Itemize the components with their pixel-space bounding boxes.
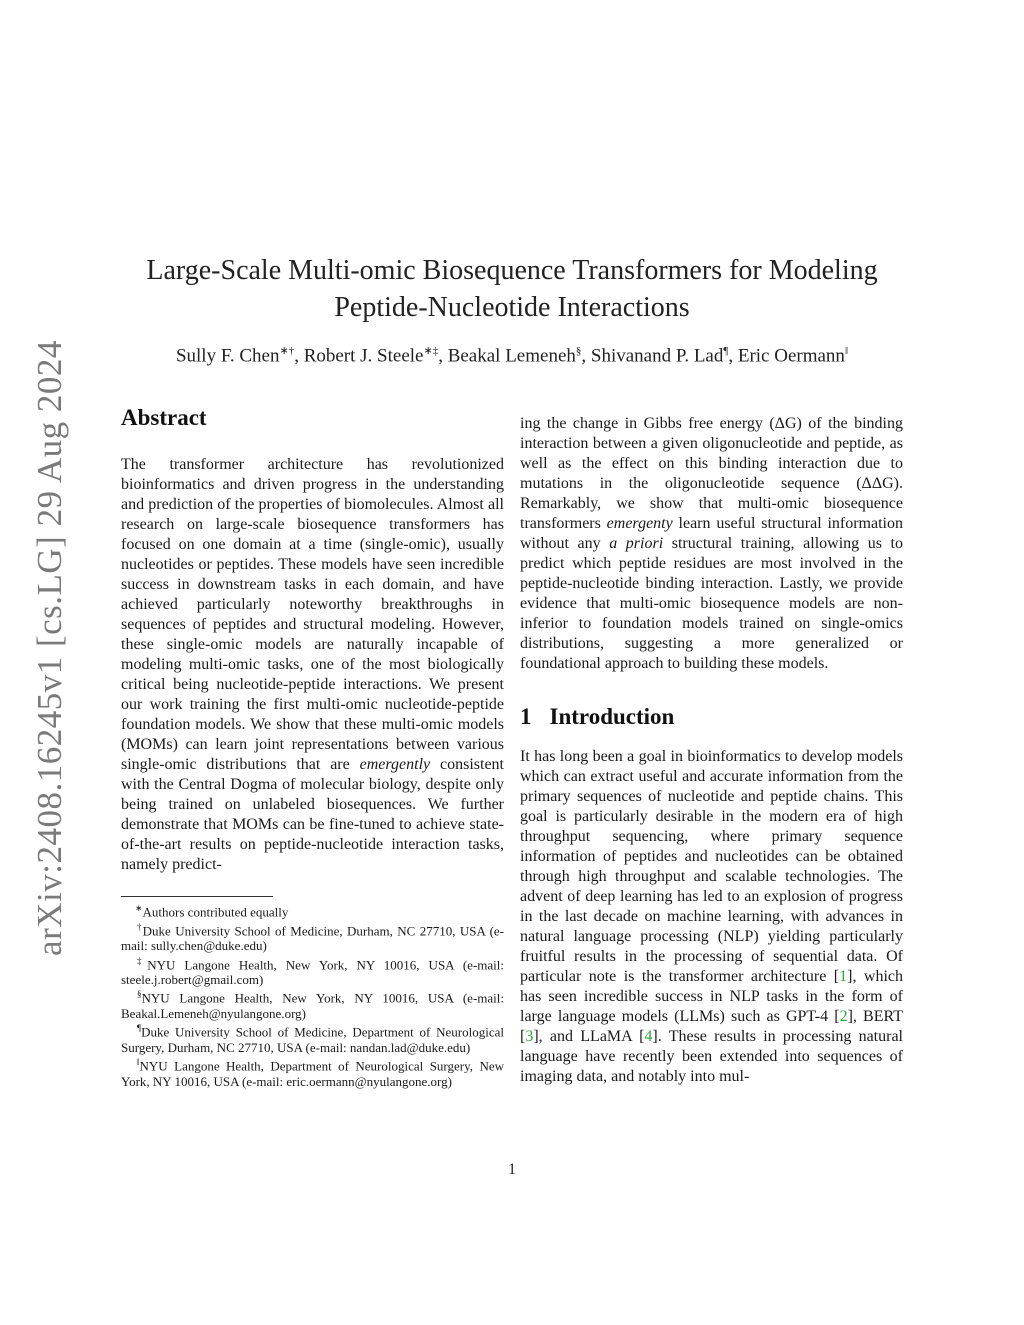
section-heading-introduction	[520, 704, 903, 729]
section-title: Introduction	[549, 704, 675, 729]
footnote-text: NYU Langone Health, New York, NY 10016, USA (e-mail: steele.j.robert@gmail.com)	[121, 956, 504, 988]
footnote	[121, 1021, 504, 1055]
section-number: 1	[520, 704, 532, 729]
footnote-mark: ‡	[137, 955, 148, 966]
abstract-heading: Abstract	[121, 405, 207, 430]
author-marks: ∗†	[279, 345, 295, 357]
footnote-mark: ∗	[135, 903, 143, 913]
arxiv-identifier: arXiv:2408.16245v1 [cs.LG] 29 Aug 2024	[30, 340, 69, 956]
footnote	[121, 954, 504, 988]
citation-link[interactable]: 1	[839, 968, 848, 985]
footnote-mark: ‖	[137, 1057, 140, 1068]
intro-text: ], which has seen incredible success in NLP tasks in the form of large language models (LLMs) such as GPT-4 [	[520, 968, 903, 1025]
emphasis: emergently	[359, 756, 431, 773]
emphasis: a priori	[609, 535, 664, 552]
footnote-text: NYU Langone Health, Department of Neurological Surgery, New York, NY 10016, USA (e-mail: eric.oermann@nyulangone.org)	[121, 1058, 504, 1089]
author-marks: ∗‡	[423, 345, 439, 357]
footnote	[121, 920, 504, 954]
footnote-text: Authors contributed equally	[142, 904, 289, 920]
author-marks: ¶	[723, 345, 729, 357]
footnote-text: Duke University School of Medicine, Durham, NC 27710, USA (e-mail: sully.chen@duke.edu)	[121, 922, 504, 954]
footnote-mark: ¶	[137, 1023, 142, 1034]
abstract-body-left	[121, 455, 504, 875]
title-line-2: Peptide-Nucleotide Interactions	[334, 292, 690, 323]
author-name: Robert J. Steele	[303, 345, 424, 367]
footnote	[121, 1055, 504, 1089]
footnote-mark: §	[137, 989, 142, 1000]
abstract-body-right	[520, 414, 903, 674]
footnote-rule	[121, 896, 273, 897]
footnote-mark: †	[137, 921, 143, 932]
author-name: Shivanand P. Lad	[590, 345, 724, 367]
emphasis: emergenty	[606, 515, 673, 532]
intro-text: It has long been a goal in bioinformatics to develop models which can extract useful and accurate information from the primary sequences of nucleotide and peptide chains. This goal is particularly desirable in the modern era of high throughput sequencing, where primary sequence information of peptides and nucleotides can be obtained through high throughput and scalable technologies. The advent of deep learning has led to an explosion of progress in the last decade on machine learning, with advances in natural language processing (NLP) yielding particularly fruitful results in the processing of sequential data. Of particular note is the transformer architecture [	[520, 748, 903, 985]
author-list: Sully F. Chen∗†, Robert J. Steele∗‡, Beakal Lemeneh§, Shivanand P. Lad¶, Eric Oermann‖	[175, 345, 849, 367]
page-number: 1	[508, 1161, 516, 1178]
paper-title	[112, 252, 912, 326]
citation-link[interactable]: 3	[525, 1028, 534, 1045]
citation-link[interactable]: 2	[839, 1008, 848, 1025]
footnote	[121, 987, 504, 1021]
abstract-paragraph: The transformer architecture has revolutionized bioinformatics and driven progress in the understanding and prediction of the properties of biomolecules. Almost all research on large-scale biosequence transformers has focused on one domain at a time (single-omic), usually nucleotides or peptides. These models have seen incredible success in downstream tasks in each domain, and have achieved particularly noteworthy breakthroughs in sequences of peptides and structural modeling. However, these single-omic models are naturally incapable of modeling multi-omic tasks, one of the most biologically critical being nucleotide-peptide interactions. We present our work training the first multi-omic nucleotide-peptide foundation models. We show that these multi-omic models (MOMs) can learn joint representations between various single-omic distributions that are emergently consistent with the Central Dogma of molecular biology, despite only being trained on unlabeled biosequences. We further demonstrate that MOMs can be fine-tuned to achieve state-of-the-art results on peptide-nucleotide interaction tasks, namely predict-	[121, 456, 504, 873]
author-name: Eric Oermann	[737, 345, 845, 367]
intro-text: ], BERT [	[520, 1008, 903, 1045]
footnotes	[121, 901, 504, 1089]
right-column	[520, 414, 903, 1087]
intro-paragraph	[520, 747, 903, 1087]
author-name: Beakal Lemeneh	[447, 345, 576, 367]
citation-link[interactable]: 4	[644, 1028, 653, 1045]
title-line-1: Large-Scale Multi-omic Biosequence Transformers for Modeling	[146, 255, 878, 286]
author-marks: §	[575, 345, 582, 357]
intro-text: ]. These results in processing natural language have recently been extended into sequences of imaging data, and notably into mul-	[520, 1028, 903, 1085]
footnote-text: NYU Langone Health, New York, NY 10016, USA (e-mail: Beakal.Lemeneh@nyulangone.org)	[121, 990, 504, 1022]
author-name: Sully F. Chen	[175, 345, 280, 367]
footnote-text: Duke University School of Medicine, Department of Neurological Surgery, Durham, NC 27710, USA (e-mail: nandan.lad@duke.edu)	[121, 1024, 504, 1056]
footnote	[121, 901, 504, 920]
intro-text: ], and LLaMA [	[533, 1028, 645, 1045]
left-column	[121, 405, 504, 1089]
abstract-paragraph: ing the change in Gibbs free energy (ΔG) of the binding interaction between a given oligonucleotide and peptide, as well as the effect on this binding interaction due to mutations in the oligonucleotide sequence (ΔΔG). Remarkably, we show that multi-omic biosequence transformers emergenty learn useful structural information without any a priori structural training, allowing us to predict which peptide residues are most involved in the peptide-nucleotide binding interaction. Lastly, we provide evidence that multi-omic biosequence models are non-inferior to foundation models trained on single-omics distributions, suggesting a more generalized or foundational approach to building these models.	[520, 415, 904, 672]
author-marks: ‖	[844, 345, 849, 357]
